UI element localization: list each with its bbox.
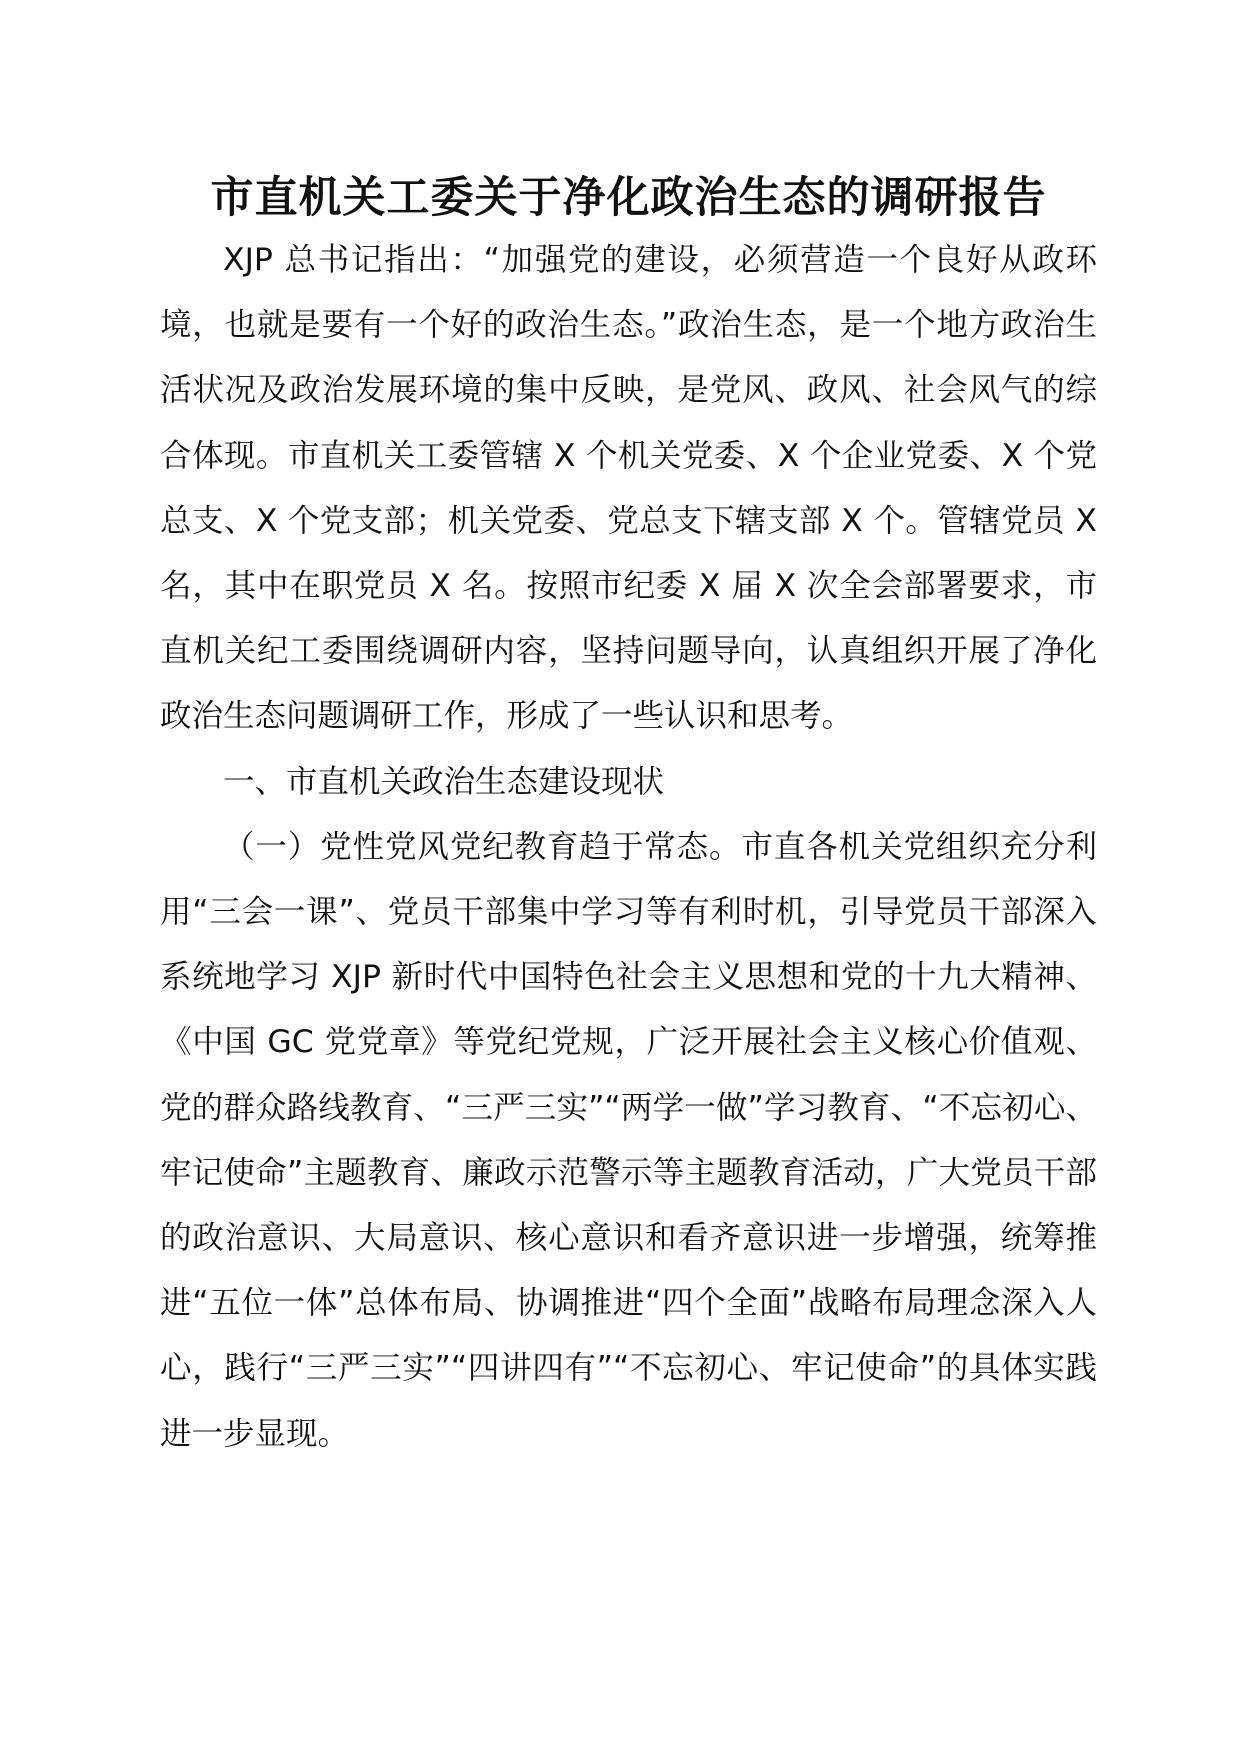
section-paragraph: （一）党性党风党纪教育趋于常态。市直各机关党组织充分利用“三会一课”、党员干部集中学习等有利时机，引导党员干部深入系统地学习 XJP 新时代中国特色社会主义思想和党的十九大精神、《中国 GC 党党章》等党纪党规，广泛开展社会主义核心价值观、党的群众路线教育、“三严三实”“两学一做”学习教育、“不忘初心、牢记使命”主题教育、廉政示范警示等主题教育活动，广大党员干部的政治意识、大局意识、核心意识和看齐意识进一步增强，统筹推进“五位一体”总体布局、协调推进“四个全面”战略布局理念深入人心，践行“三严三实”“四讲四有”“不忘初心、牢记使命”的具体实践进一步显现。 xyxy=(160,828,1097,1452)
section-heading: 一、市直机关政治生态建设现状 xyxy=(223,763,665,800)
intro-paragraph: XJP 总书记指出：“加强党的建设，必须营造一个良好从政环境，也就是要有一个好的政治生态。”政治生态，是一个地方政治生活状况及政治发展环境的集中反映，是党风、政风、社会风气的综合体现。市直机关工委管辖 X 个机关党委、X 个企业党委、X 个党总支、X 个党支部；机关党委、党总支下辖支部 X 个。管辖党员 X 名，其中在职党员 X 名。按照市纪委 X 届 X 次全会部署要求，市直机关纪工委围绕调研内容，坚持问题导向，认真组织开展了净化政治生态问题调研工作，形成了一些认识和思考。 xyxy=(160,242,1097,735)
document-page xyxy=(160,168,1097,1467)
document-title: 市直机关工委关于净化政治生态的调研报告 xyxy=(210,173,1047,223)
